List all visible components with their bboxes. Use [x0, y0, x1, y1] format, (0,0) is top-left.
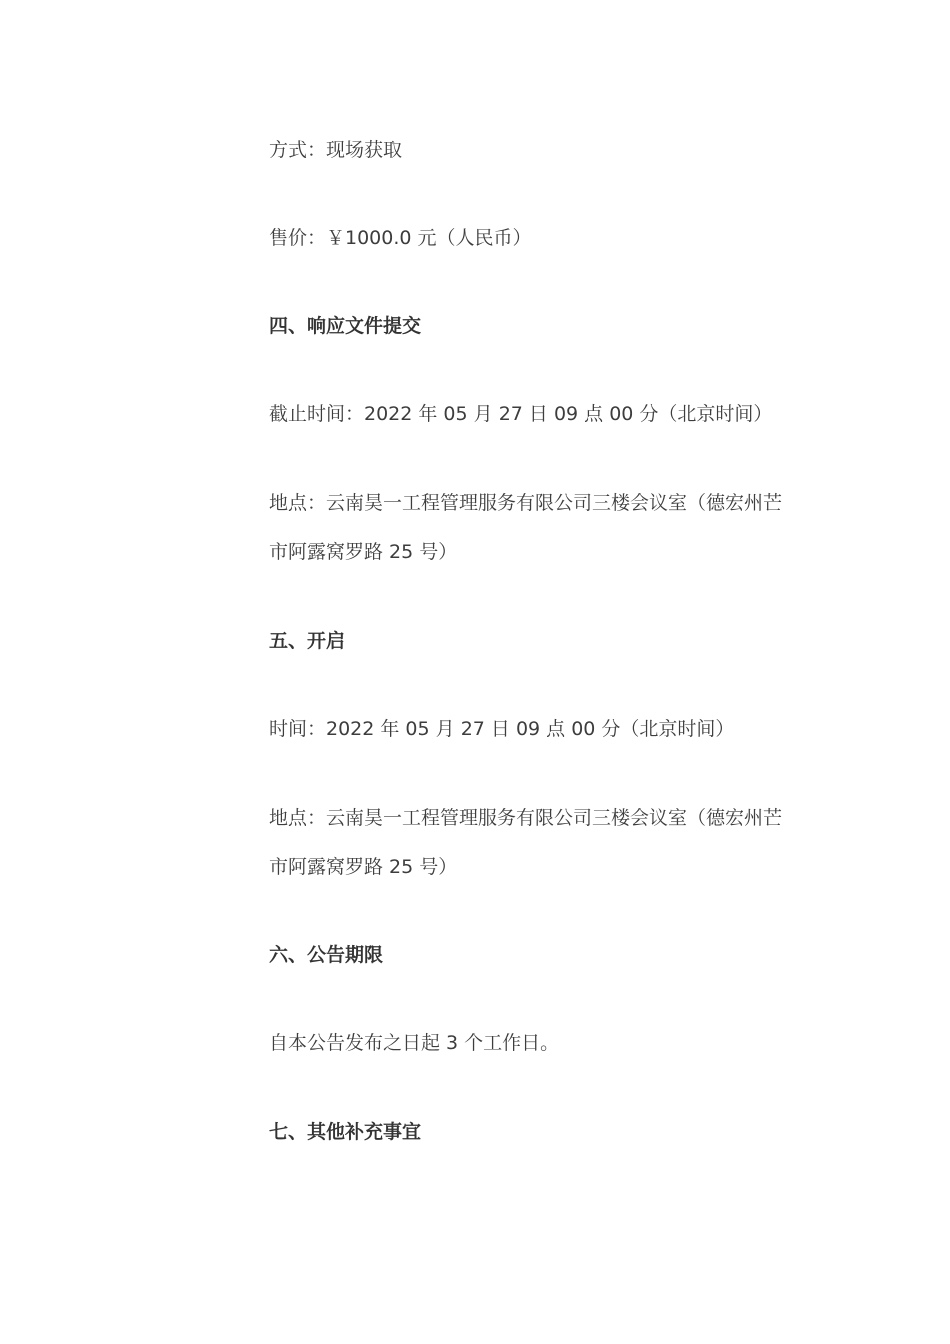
opening-time: 时间：2022 年 05 月 27 日 09 点 00 分（北京时间）	[269, 718, 735, 740]
submission-location-line-2: 市阿露窝罗路 25 号）	[269, 541, 458, 563]
opening-location-line-1: 地点：云南昊一工程管理服务有限公司三楼会议室（德宏州芒	[269, 807, 783, 829]
section-heading-notice-period: 六、公告期限	[269, 944, 384, 966]
submission-location-line-1: 地点：云南昊一工程管理服务有限公司三楼会议室（德宏州芒	[269, 492, 783, 514]
section-heading-submission: 四、响应文件提交	[269, 315, 422, 337]
acquisition-method: 方式：现场获取	[269, 139, 403, 161]
section-heading-opening: 五、开启	[269, 630, 346, 652]
section-heading-other-matters: 七、其他补充事宜	[269, 1121, 422, 1143]
document-price: 售价：￥1000.0 元（人民币）	[269, 227, 532, 249]
submission-deadline: 截止时间：2022 年 05 月 27 日 09 点 00 分（北京时间）	[269, 403, 773, 425]
opening-location-line-2: 市阿露窝罗路 25 号）	[269, 856, 458, 878]
notice-period-text: 自本公告发布之日起 3 个工作日。	[269, 1032, 560, 1054]
